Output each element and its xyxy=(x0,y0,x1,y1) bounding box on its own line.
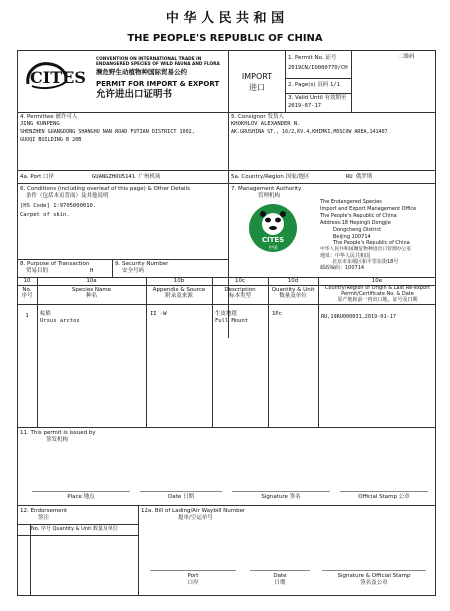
row-no: 1 xyxy=(25,313,29,319)
convention-line2: ENDANGERED SPECIES OF WILD FAUNA AND FLORA xyxy=(96,62,220,67)
col-code-10: 10 xyxy=(23,278,31,284)
header-origin: Country/Region of Origin & Last Re-export Permit/Certificate No. & Date 原产地和前一再出口地、证号及日期 xyxy=(324,285,431,304)
cites-china-seal-icon xyxy=(248,203,298,253)
convention-line1: CONVENTION ON INTERNATIONAL TRADE IN xyxy=(96,57,202,62)
permittee-address-2: GUOQI BUILDING B 20B xyxy=(20,137,82,143)
date-12-label-cn: 日期 xyxy=(274,580,286,586)
authority-cn-3: 北京市东城区和平里东街18号 xyxy=(332,259,399,265)
date-label: Date 日期 xyxy=(168,494,194,500)
management-authority-label-cn: 管理机构 xyxy=(258,193,281,199)
permit-title-en: PERMIT FOR IMPORT & EXPORT xyxy=(96,80,220,88)
endorsement-row-header: No. 序号 Quantity & Unit 数量及单位 xyxy=(31,526,118,532)
endorsement-label: 12. Endorsement xyxy=(20,508,68,514)
port-12-label-cn: 口岸 xyxy=(187,580,199,586)
authority-en-2: Import and Export Management Office xyxy=(320,206,417,212)
svg-text:中国: 中国 xyxy=(268,246,278,251)
svg-text:CITES: CITES xyxy=(261,236,285,244)
conditions-label-cn: 条件（包括本页背面）及其他说明 xyxy=(26,193,109,199)
bill-of-lading-label: 12a. Bill of Lading/Air Waybill Number xyxy=(141,508,246,514)
permit-title-cn: 允许进出口证明书 xyxy=(96,89,173,100)
consignor-label: 5. Consignor 发货人 xyxy=(231,114,284,120)
port-12-label: Port xyxy=(187,573,199,579)
signature-stamp-label-cn: 签名及公章 xyxy=(360,580,388,586)
management-authority-label: 7. Management Authority xyxy=(231,186,302,192)
svg-text:CITES: CITES xyxy=(30,68,86,87)
security-number-label: 9. Security Number xyxy=(115,261,169,267)
header-description: Description 标本类型 xyxy=(224,287,256,300)
authority-en-4: Address:18 Hepingli Dongjie xyxy=(320,220,391,226)
header-quantity: Quantity & Unit 数量及单位 xyxy=(271,287,315,300)
consignor-address: AK.GRUSHINA ST., 16/2,KV.4,KHIMKI,MOSCOW AREA,141407 xyxy=(231,129,388,135)
port-label: 4a. Port 口岸 xyxy=(20,174,55,180)
col-code-10b: 10b xyxy=(173,278,185,284)
permittee-label: 4. Permittee 被许可人 xyxy=(20,114,78,120)
authority-en-3: The People's Republic of China xyxy=(320,213,397,219)
authority-cn-4: 邮政编码：100714 xyxy=(320,265,365,271)
permittee-name: JING KUNPENG xyxy=(20,121,60,127)
permit-no-label: 1. Permit No. 证号 xyxy=(288,55,337,61)
authority-en-1: The Endangered Species xyxy=(320,199,382,205)
official-stamp-label: Official Stamp 公章 xyxy=(358,494,410,500)
row-species-cn: 棕熊 xyxy=(40,311,52,317)
permit-type-cn: 进口 xyxy=(249,83,265,92)
purpose-label: 8. Purpose of Transaction xyxy=(20,261,90,267)
row-appendix: II -W xyxy=(150,311,167,317)
item-description: Carpet of skin. xyxy=(20,212,70,218)
row-origin: RU,19RU000031,2019-01-17 xyxy=(321,314,396,320)
row-desc-en: Full Mount xyxy=(215,318,249,324)
endorsement-label-cn: 签注 xyxy=(38,515,50,521)
issued-by-label-cn: 签发机构 xyxy=(46,437,69,443)
permit-no-value: 2019CN/IO000770/CH xyxy=(288,65,348,71)
country-region-value: RU 俄罗斯 xyxy=(346,174,373,180)
country-region-label: 5a. Country/Region 国家/地区 xyxy=(231,174,310,180)
col-code-10e: 10e xyxy=(371,278,383,284)
purpose-label-cn: 贸易目的 xyxy=(26,268,49,274)
bill-of-lading-label-cn: 提单/空运单号 xyxy=(178,515,213,521)
permit-type-en: IMPORT xyxy=(241,72,273,81)
row-quantity: 1Pc xyxy=(272,311,282,317)
security-number-label-cn: 安全号码 xyxy=(122,268,145,274)
place-label: Place 地点 xyxy=(67,494,95,500)
signature-stamp-label: Signature & Official Stamp xyxy=(337,573,411,579)
country-title-cn: 中 华 人 民 共 和 国 xyxy=(165,11,285,26)
pages-field: 2. Page(s) 页码 1/1 xyxy=(288,82,340,88)
qr-label: 二维码 xyxy=(398,54,415,60)
row-species-latin: Ursus arctos xyxy=(40,318,80,324)
consignor-name: KHOKHLOV ALEXANDER N. xyxy=(231,121,301,127)
col-code-10a: 10a xyxy=(86,278,97,284)
issued-by-label: 11. This permit is issued by xyxy=(20,430,96,436)
authority-en-6: Beijing 100714 xyxy=(333,234,371,240)
convention-cn: 濒危野生动植物种国际贸易公约 xyxy=(96,68,187,76)
header-appendix: Appendix & Source 附录及来源 xyxy=(152,287,206,300)
signature-label: Signature 签名 xyxy=(261,494,301,500)
hs-code: [HS Code] 1:9705000010. xyxy=(20,203,97,209)
authority-en-7: The People's Republic of China xyxy=(333,240,410,246)
country-title-en: THE PEOPLE'S REPUBLIC OF CHINA xyxy=(127,33,323,44)
port-value: GUANGZHOU5141 广州机场 xyxy=(92,174,161,180)
col-code-10c: 10c xyxy=(234,278,246,284)
purpose-value: H xyxy=(90,268,94,274)
permittee-address-1: SHENZHEN GUANGDONG SHANGHU NAN ROAD FUTIAN DISTRICT 1002, xyxy=(20,129,195,135)
conditions-label: 6. Conditions (including overleaf of this page) & Other Details xyxy=(20,186,190,192)
header-no: No. 序号 xyxy=(21,287,33,300)
header-species: Species Name 种名 xyxy=(71,287,112,300)
authority-cn-2: 地址：中华人民共和国 xyxy=(320,253,371,259)
date-12-label: Date xyxy=(273,573,287,579)
valid-until-label: 3. Valid Until 有效期至 xyxy=(288,95,347,101)
col-code-10d: 10d xyxy=(287,278,299,284)
cites-logo xyxy=(22,56,88,94)
row-desc-cn: 生皮地毯 xyxy=(215,311,238,317)
authority-en-5: Dongcheng District xyxy=(333,227,382,233)
authority-cn-1: 中华人民共和国濒危物种进出口管理办公室 xyxy=(320,247,412,252)
valid-until-value: 2019-07-17 xyxy=(288,103,322,109)
